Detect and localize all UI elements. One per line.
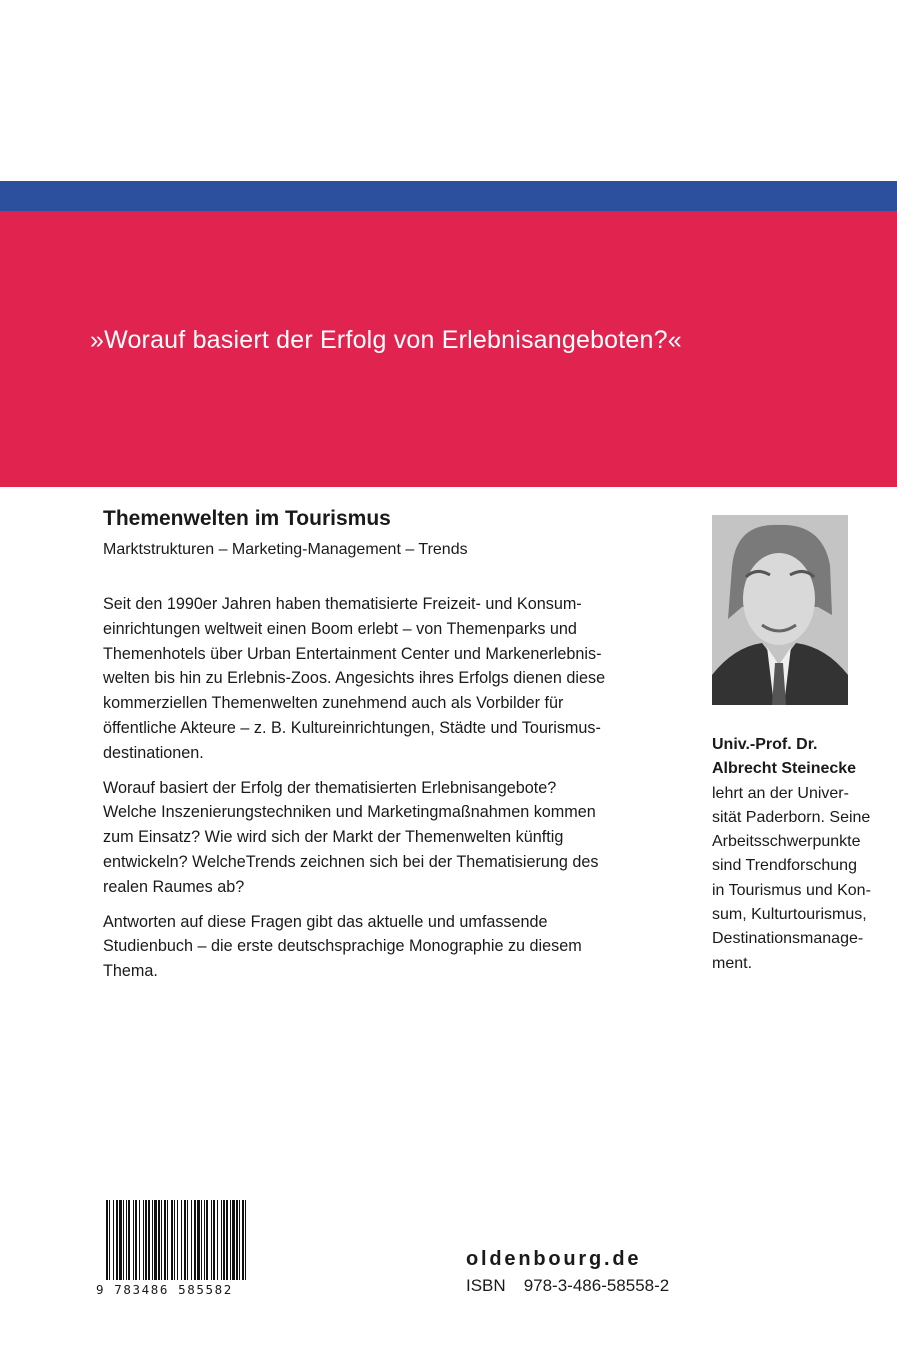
author-bio-line: sind Trendforschung [712,857,857,875]
barcode-bar [143,1200,144,1280]
paragraph-1 [103,592,683,766]
author-portrait-icon [712,515,848,705]
barcode-bar [152,1200,153,1280]
barcode-bar [148,1200,150,1280]
paragraph-line: Studienbuch – die erste deutschsprachige Monographie zu diesem [103,937,582,956]
author-bio-line: Destinationsmanage- [712,930,864,948]
main-text [103,507,683,994]
barcode-bar [245,1200,246,1280]
author-bio-line: ment. [712,954,753,972]
book-title: Themenwelten im Tourismus [103,507,391,530]
paragraph-line: entwickeln? WelcheTrends zeichnen sich bei der Thematisierung des [103,852,599,871]
author-photo [712,515,848,705]
paragraph-line: kommerziellen Themenwelten zunehmend auch als Vorbilder für [103,694,564,713]
barcode-digits: 9 783486 585582 [96,1282,233,1297]
barcode-bar [177,1200,178,1280]
paragraph-line: zum Einsatz? Wie wird sich der Markt der Themenwelten künftig [103,828,564,847]
author-bio-line: sität Paderborn. Seine [712,808,871,826]
paragraph-3 [103,910,683,984]
paragraph-line: Thema. [103,962,158,981]
paragraph-2 [103,776,683,900]
author-bio-line: Arbeitsschwerpunkte [712,833,861,851]
barcode-bar [164,1200,166,1280]
barcode-bar [135,1200,137,1280]
barcode-bar [116,1200,118,1280]
author-bio-line: sum, Kulturtourismus, [712,906,867,924]
barcode-bar [221,1200,222,1280]
barcode-bar [213,1200,215,1280]
cover-quote: »Worauf basiert der Erfolg von Erlebnisangeboten?« [90,326,682,354]
blue-band [0,181,897,211]
barcode-bar [171,1200,173,1280]
publisher-website: oldenbourg.de [466,1248,642,1270]
barcode [96,1200,250,1304]
barcode-bar [236,1200,238,1280]
paragraph-line: öffentliche Akteure – z. B. Kultureinrichtungen, Städte und Tourismus- [103,718,601,737]
paragraph-line: Welche Inszenierungstechniken und Marketingmaßnahmen kommen [103,803,596,822]
paragraph-line: welten bis hin zu Erlebnis-Zoos. Angesichts ihres Erfolgs dienen diese [103,669,606,688]
barcode-bar [133,1200,134,1280]
barcode-bar [106,1200,108,1280]
barcode-bar [113,1200,114,1280]
barcode-bar [191,1200,192,1280]
isbn-number: 978-3-486-58558-2 [523,1276,670,1295]
barcode-bar [167,1200,168,1280]
paragraph-line: einrichtungen weltweit einen Boom erlebt – von Themenparks und [103,619,577,638]
barcode-bar [128,1200,130,1280]
barcode-bar [232,1200,235,1280]
paragraph-line: Worauf basiert der Erfolg der thematisierten Erlebnisangebote? [103,778,557,797]
barcode-bar [184,1200,186,1280]
barcode-bar [158,1200,160,1280]
barcode-bar [181,1200,182,1280]
paragraph-line: realen Raumes ab? [103,877,245,896]
isbn-line [466,1276,669,1296]
barcode-bar [123,1200,124,1280]
paragraph-line: Seit den 1990er Jahren haben thematisierte Freizeit- und Konsum- [103,595,582,613]
barcode-bar [242,1200,244,1280]
barcode-bar [145,1200,147,1280]
author-bio-line: in Tourismus und Kon- [712,881,871,899]
barcode-bar [239,1200,240,1280]
barcode-bar [201,1200,202,1280]
barcode-bar [109,1200,110,1280]
barcode-bar [226,1200,228,1280]
barcode-bar [194,1200,196,1280]
author-bio [712,733,892,976]
barcode-bar [217,1200,218,1280]
barcode-bar [126,1200,127,1280]
barcode-bar [119,1200,122,1280]
barcode-icon [96,1200,250,1284]
barcode-bar [204,1200,205,1280]
barcode-bar [161,1200,162,1280]
book-subtitle: Marktstrukturen – Marketing-Management – Trends [103,541,468,558]
paragraph-line: destinationen. [103,743,204,762]
barcode-bar [174,1200,175,1280]
paragraph-line: Themenhotels über Urban Entertainment Center und Markenerlebnis- [103,644,602,663]
barcode-bar [211,1200,212,1280]
isbn-label: ISBN [466,1276,506,1295]
barcode-bar [223,1200,225,1280]
author-bio-line: lehrt an der Univer- [712,784,849,802]
barcode-bar [139,1200,140,1280]
barcode-bar [206,1200,208,1280]
barcode-bar [187,1200,188,1280]
author-name-line: Univ.-Prof. Dr. [712,736,818,753]
author-name-line: Albrecht Steinecke [712,760,857,778]
barcode-bar [197,1200,200,1280]
paragraph-line: Antworten auf diese Fragen gibt das aktuelle und umfassende [103,912,548,931]
barcode-bar [230,1200,231,1280]
barcode-bar [154,1200,157,1280]
